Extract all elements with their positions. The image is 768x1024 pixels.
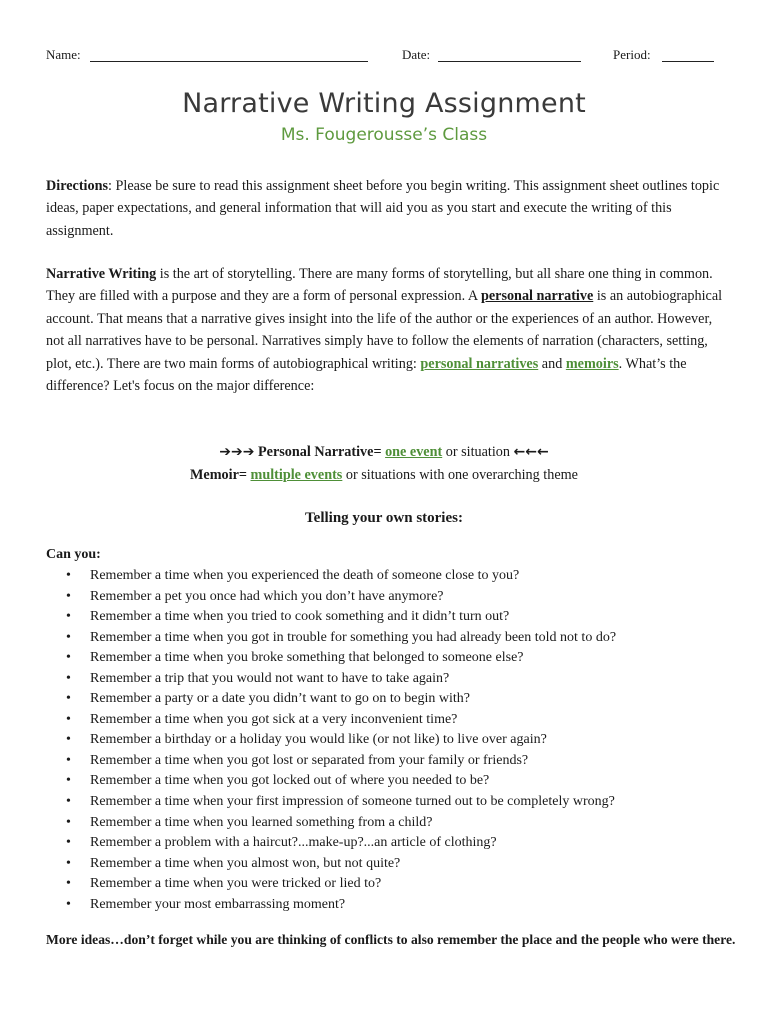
equals-sign: = — [238, 467, 251, 483]
list-item — [46, 854, 736, 875]
bullet-icon: • — [66, 794, 71, 810]
can-you-label: Can you: — [46, 547, 101, 562]
list-item — [46, 792, 736, 813]
student-info-row — [46, 47, 726, 67]
list-item — [46, 710, 736, 731]
personal-narrative-definition — [0, 444, 768, 461]
bullet-icon: • — [66, 814, 71, 830]
prompt-text: Remember a time when you were tricked or lied to? — [90, 876, 382, 892]
narrative-text: is an autobiographical account. That means that a narrative gives insight into the life of the author or the experiences of an author. However, not all narratives have to be personal. Narratives simply have to follow the elements of narration (characters, setting, plot, etc.). There are two main forms of autobiographical writing: — [46, 288, 723, 372]
prompt-text: Remember a time when you got lost or separated from your family or friends? — [90, 752, 529, 768]
directions-paragraph — [46, 175, 726, 242]
definition-text: or situations with one overarching theme — [342, 467, 578, 483]
bullet-icon: • — [66, 711, 71, 727]
name-field[interactable] — [90, 61, 368, 62]
bullet-icon: • — [66, 568, 71, 583]
list-item — [46, 895, 736, 916]
multiple-events-link[interactable]: multiple events — [250, 467, 343, 483]
prompt-text: Remember a party or a date you didn’t want to go on to begin with? — [90, 691, 470, 707]
list-item — [46, 874, 736, 895]
narrative-text: is the art of storytelling. There are many forms of storytelling, but all share one thing in common. They are filled with a purpose and they are a form of personal expression. A — [46, 266, 713, 305]
memoir-definition — [0, 467, 768, 484]
page-subtitle: Ms. Fougerousse’s Class — [280, 125, 488, 145]
prompt-text: Remember a time when your first impression of someone turned out to be completely wrong? — [90, 794, 615, 810]
one-event-link[interactable]: one event — [385, 444, 443, 460]
period-field[interactable] — [662, 61, 714, 62]
prompt-list — [46, 566, 736, 915]
date-label: Date: — [402, 47, 431, 62]
list-item — [46, 833, 736, 854]
bullet-icon: • — [66, 876, 71, 892]
name-label: Name: — [46, 47, 81, 62]
prompt-text: Remember a trip that you would not want to have to take again? — [90, 670, 450, 686]
bullet-icon: • — [66, 588, 71, 604]
list-item — [46, 751, 736, 772]
bullet-icon: • — [66, 629, 71, 645]
list-item — [46, 607, 736, 628]
prompt-text: Remember a birthday or a holiday you would like (or not like) to live over again? — [90, 732, 547, 748]
prompt-text: Remember a time when you got locked out of where you needed to be? — [90, 773, 490, 789]
page-title: Narrative Writing Assignment — [182, 88, 586, 119]
prompt-text: Remember a problem with a haircut?...make-up?...an article of clothing? — [90, 835, 497, 851]
list-item — [46, 566, 736, 587]
prompt-text: Remember a pet you once had which you don’t have anymore? — [90, 588, 444, 604]
list-item — [46, 813, 736, 834]
list-item — [46, 730, 736, 751]
section-heading: Telling your own stories: — [305, 510, 463, 526]
bullet-icon: • — [66, 732, 71, 748]
narrative-writing-term: Narrative Writing — [46, 266, 157, 282]
narrative-text: . What’s the difference? Let's focus on the major difference: — [46, 355, 687, 395]
bullet-icon: • — [66, 773, 71, 789]
bullet-icon: • — [66, 609, 71, 625]
prompt-text: Remember a time when you learned something from a child? — [90, 814, 433, 830]
narrative-paragraph — [46, 263, 726, 397]
list-item — [46, 771, 736, 792]
bullet-icon: • — [66, 835, 71, 851]
prompt-text: Remember a time when you almost won, but not quite? — [90, 855, 401, 871]
bullet-icon: • — [66, 752, 71, 768]
prompt-text: Remember a time when you broke something that belonged to someone else? — [90, 650, 524, 666]
bullet-icon: • — [66, 650, 71, 666]
bullet-icon: • — [66, 670, 71, 686]
memoir-label: Memoir — [190, 467, 239, 483]
prompt-text: Remember a time when you got in trouble for something you had already been told not to do? — [90, 629, 617, 645]
more-ideas-note: More ideas…don’t forget while you are thinking of conflicts to also remember the place and the people who were there. — [46, 932, 736, 947]
definition-text: or situation — [442, 444, 514, 460]
prompt-text: Remember a time when you got sick at a very inconvenient time? — [90, 711, 458, 727]
arrow-right-icon: ➔➔➔ — [219, 444, 255, 460]
list-item — [46, 669, 736, 690]
prompt-text: Remember your most embarrassing moment? — [90, 896, 346, 912]
bullet-icon: • — [66, 691, 71, 707]
bullet-icon: • — [66, 855, 71, 871]
list-item — [46, 628, 736, 649]
list-item — [46, 689, 736, 710]
period-label: Period: — [613, 47, 651, 62]
directions-label: Directions — [46, 178, 108, 194]
prompt-text: Remember a time when you experienced the death of someone close to you? — [90, 568, 520, 583]
memoirs-link[interactable]: memoirs — [565, 355, 619, 372]
bullet-icon: • — [66, 896, 71, 912]
arrow-left-icon: ←←← — [513, 444, 549, 460]
list-item — [46, 587, 736, 608]
equals-sign: = — [373, 444, 386, 460]
prompt-text: Remember a time when you tried to cook something and it didn’t turn out? — [90, 609, 510, 625]
personal-narratives-link[interactable]: personal narratives — [420, 355, 539, 372]
narrative-text: and — [538, 355, 566, 372]
list-item — [46, 648, 736, 669]
personal-narrative-term: personal narrative — [480, 288, 594, 305]
date-field[interactable] — [438, 61, 581, 62]
personal-narrative-label: Personal Narrative — [254, 444, 374, 460]
directions-text: : Please be sure to read this assignment sheet before you begin writing. This assignment sheet outlines topic ideas, paper expectations, and general information that will aid you as you start and execute the writing of this assignment. — [46, 178, 720, 239]
